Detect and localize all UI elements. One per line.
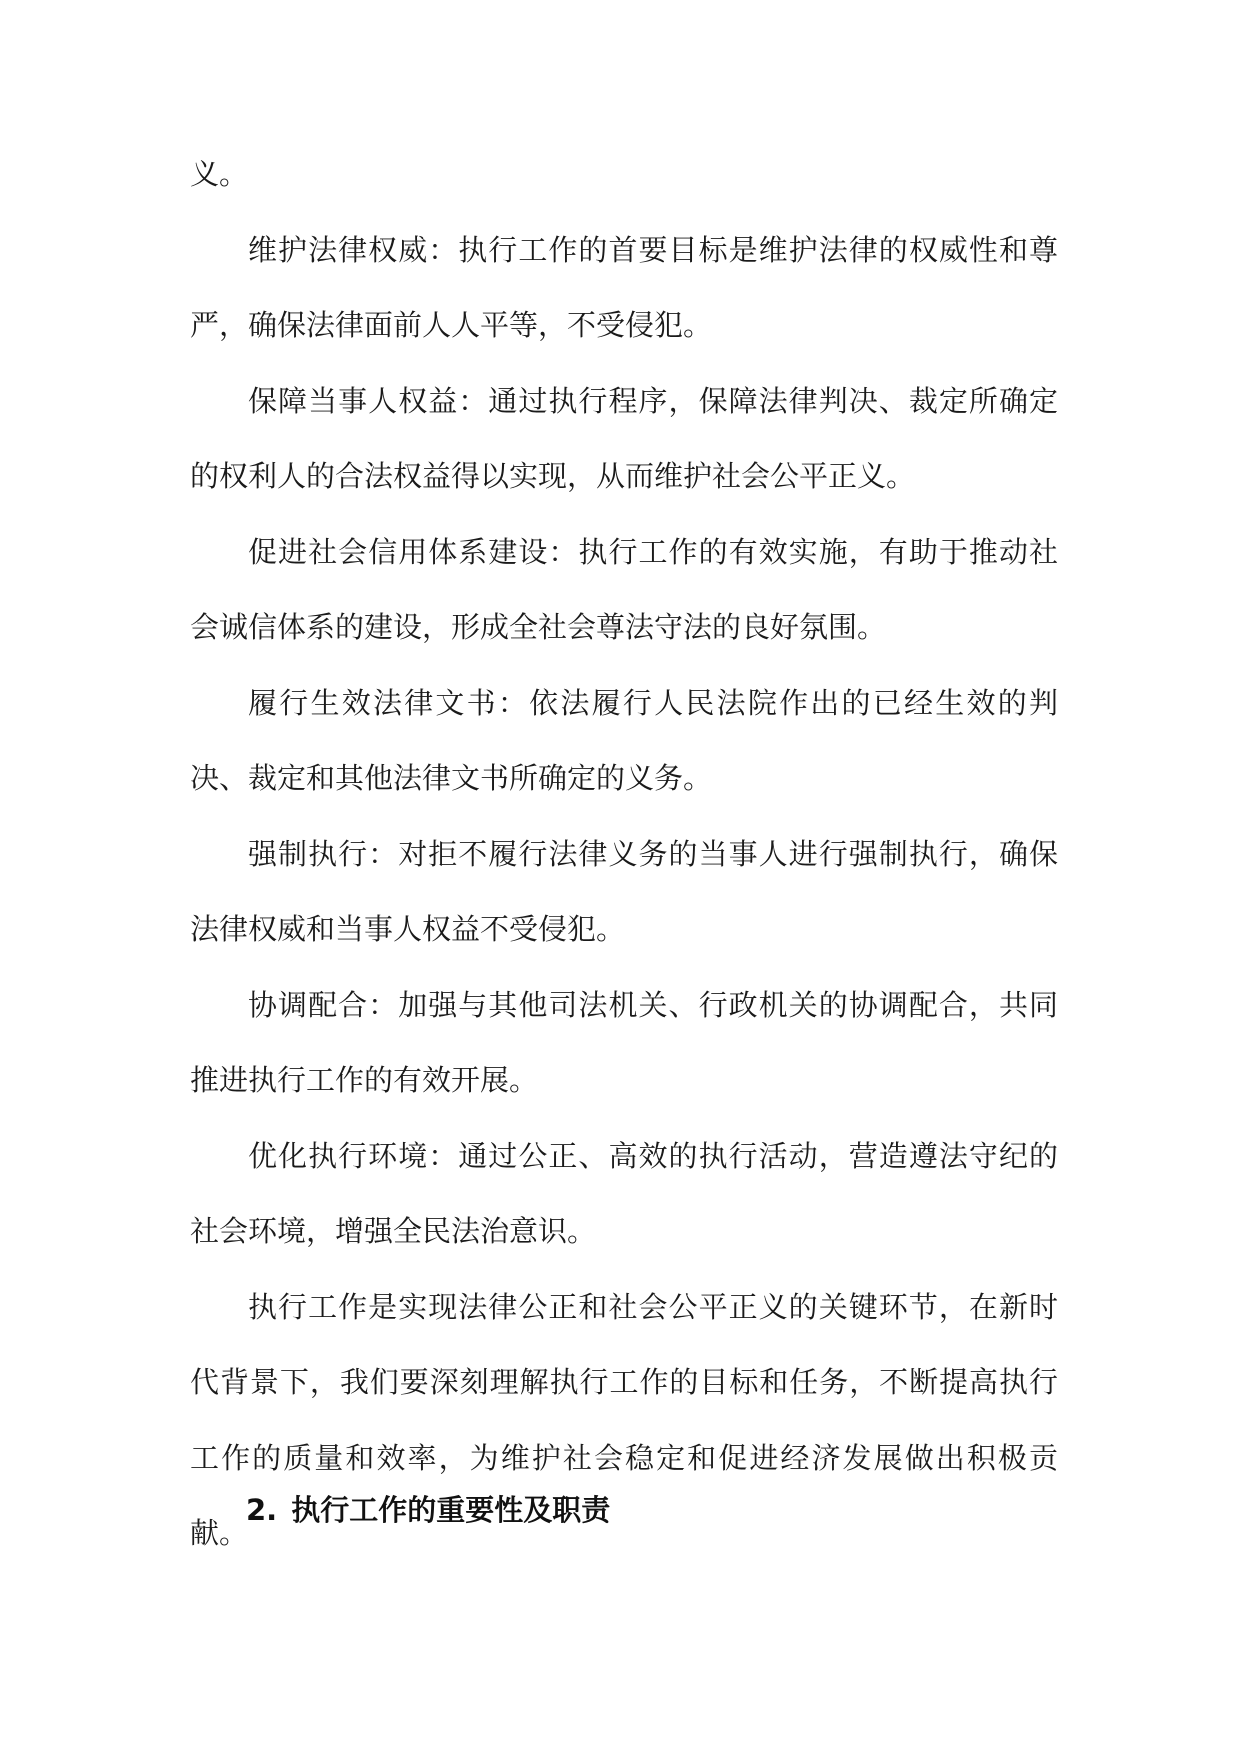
- paragraph-coordination: 协调配合：加强与其他司法机关、行政机关的协调配合，共同推进执行工作的有效开展。: [190, 987, 1058, 1097]
- paragraph-protect-party-rights: 保障当事人权益：通过执行程序，保障法律判决、裁定所确定的权利人的合法权益得以实现，从而维护社会公平正义。: [190, 383, 1058, 493]
- paragraph-continuation: 义。: [190, 157, 249, 191]
- section-number: 2.: [246, 1493, 278, 1527]
- section-heading: [246, 1490, 610, 1530]
- section-title: 执行工作的重要性及职责: [291, 1493, 611, 1527]
- paragraph-conclusion: 执行工作是实现法律公正和社会公平正义的关键环节，在新时代背景下，我们要深刻理解执行工作的目标和任务，不断提高执行工作的质量和效率，为维护社会稳定和促进经济发展做出积极贡献。: [190, 1289, 1058, 1550]
- paragraph-maintain-legal-authority: 维护法律权威：执行工作的首要目标是维护法律的权威性和尊严，确保法律面前人人平等，不受侵犯。: [190, 232, 1058, 342]
- paragraph-optimize-environment: 优化执行环境：通过公正、高效的执行活动，营造遵法守纪的社会环境，增强全民法治意识。: [190, 1138, 1058, 1248]
- paragraph-fulfill-legal-documents: 履行生效法律文书：依法履行人民法院作出的已经生效的判决、裁定和其他法律文书所确定的义务。: [190, 685, 1058, 795]
- paragraph-enforcement: 强制执行：对拒不履行法律义务的当事人进行强制执行，确保法律权威和当事人权益不受侵犯。: [190, 836, 1058, 946]
- paragraph-credit-system: 促进社会信用体系建设：执行工作的有效实施，有助于推动社会诚信体系的建设，形成全社会尊法守法的良好氛围。: [190, 534, 1058, 644]
- body-text: [190, 137, 1058, 1572]
